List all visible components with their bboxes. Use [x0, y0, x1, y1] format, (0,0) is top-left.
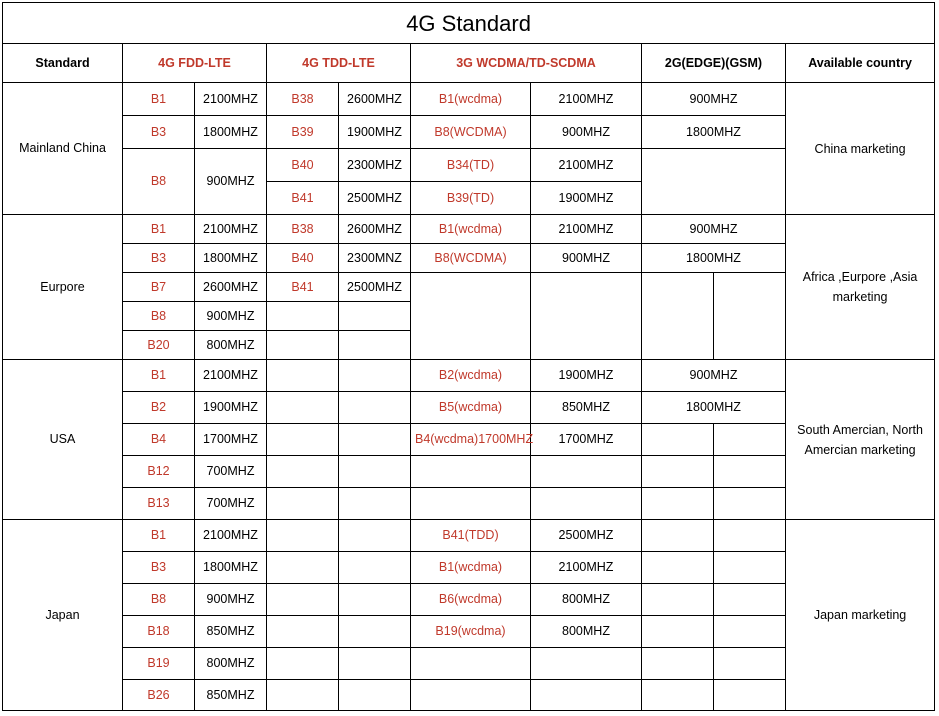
empty-cell[interactable] [411, 488, 531, 520]
fdd-band-cell[interactable]: B8 [123, 584, 195, 616]
tdd-freq-cell[interactable]: 2300MNZ [339, 244, 411, 273]
fdd-band-cell[interactable]: B2 [123, 392, 195, 424]
wcdma-band-cell[interactable]: B1(wcdma) [411, 215, 531, 244]
empty-cell[interactable] [714, 648, 786, 680]
wcdma-band-cell[interactable]: B1(wcdma) [411, 83, 531, 116]
fdd-band-cell[interactable]: B1 [123, 83, 195, 116]
wcdma-band-cell[interactable]: B19(wcdma) [411, 616, 531, 648]
wcdma-band-cell[interactable]: B5(wcdma) [411, 392, 531, 424]
tdd-band-cell[interactable]: B40 [267, 149, 339, 182]
region-japan[interactable]: Japan [3, 520, 123, 711]
fdd-freq-cell[interactable]: 1800MHZ [195, 244, 267, 273]
table-title[interactable]: 4G Standard [3, 3, 935, 44]
gsm-freq-cell[interactable]: 900MHZ [642, 83, 786, 116]
fdd-freq-cell[interactable]: 700MHZ [195, 456, 267, 488]
fdd-freq-cell[interactable]: 700MHZ [195, 488, 267, 520]
empty-cell[interactable] [714, 680, 786, 711]
country-japan[interactable]: Japan marketing [786, 520, 935, 711]
empty-cell[interactable] [267, 456, 339, 488]
header-country[interactable]: Available country [786, 44, 935, 83]
wcdma-freq-cell[interactable]: 1900MHZ [531, 360, 642, 392]
empty-cell[interactable] [642, 680, 714, 711]
wcdma-freq-cell[interactable]: 900MHZ [531, 116, 642, 149]
fdd-band-cell[interactable]: B13 [123, 488, 195, 520]
gsm-freq-cell[interactable]: 900MHZ [642, 360, 786, 392]
table-row [3, 83, 935, 116]
empty-cell[interactable] [339, 456, 411, 488]
fdd-freq-cell[interactable]: 850MHZ [195, 680, 267, 711]
tdd-freq-cell[interactable]: 1900MHZ [339, 116, 411, 149]
wcdma-band-cell[interactable]: B39(TD) [411, 182, 531, 215]
empty-cell[interactable] [411, 456, 531, 488]
fdd-freq-cell[interactable]: 900MHZ [195, 584, 267, 616]
fdd-band-cell[interactable]: B3 [123, 116, 195, 149]
empty-cell[interactable] [267, 648, 339, 680]
wcdma-freq-cell[interactable]: 2100MHZ [531, 215, 642, 244]
empty-cell[interactable] [642, 616, 714, 648]
wcdma-freq-cell[interactable]: 2100MHZ [531, 552, 642, 584]
wcdma-freq-cell[interactable]: 800MHZ [531, 584, 642, 616]
fdd-freq-cell[interactable]: 2100MHZ [195, 360, 267, 392]
wcdma-band-cell[interactable]: B8(WCDMA) [411, 244, 531, 273]
region-usa[interactable]: USA [3, 360, 123, 520]
empty-cell[interactable] [642, 456, 714, 488]
empty-cell[interactable] [714, 488, 786, 520]
empty-cell[interactable] [411, 648, 531, 680]
empty-cell[interactable] [642, 149, 786, 215]
fdd-band-cell[interactable]: B1 [123, 520, 195, 552]
fdd-freq-cell[interactable]: 1800MHZ [195, 116, 267, 149]
fdd-freq-cell[interactable]: 2100MHZ [195, 215, 267, 244]
fdd-freq-cell[interactable]: 900MHZ [195, 302, 267, 331]
fdd-freq-cell[interactable]: 2100MHZ [195, 83, 267, 116]
fdd-band-cell[interactable]: B8 [123, 149, 195, 215]
wcdma-band-cell[interactable]: B4(wcdma)1700MHZ [411, 424, 531, 456]
table-row [3, 360, 935, 392]
empty-cell[interactable] [339, 392, 411, 424]
fdd-band-cell[interactable]: B8 [123, 302, 195, 331]
empty-cell[interactable] [714, 456, 786, 488]
country-africa-europe-asia[interactable]: Africa ,Eurpore ,Asia marketing [786, 215, 935, 360]
header-wcdma[interactable]: 3G WCDMA/TD-SCDMA [411, 44, 642, 83]
empty-cell[interactable] [267, 680, 339, 711]
wcdma-band-cell[interactable]: B1(wcdma) [411, 552, 531, 584]
tdd-freq-cell[interactable]: 2500MHZ [339, 273, 411, 302]
tdd-band-cell[interactable]: B39 [267, 116, 339, 149]
empty-cell[interactable] [339, 680, 411, 711]
empty-cell[interactable] [531, 488, 642, 520]
empty-cell[interactable] [267, 616, 339, 648]
empty-cell[interactable] [411, 680, 531, 711]
empty-cell[interactable] [714, 424, 786, 456]
empty-cell[interactable] [714, 520, 786, 552]
empty-cell[interactable] [339, 331, 411, 360]
fdd-band-cell[interactable]: B26 [123, 680, 195, 711]
wcdma-freq-cell[interactable]: 2100MHZ [531, 83, 642, 116]
wcdma-band-cell[interactable]: B8(WCDMA) [411, 116, 531, 149]
wcdma-band-cell[interactable]: B41(TDD) [411, 520, 531, 552]
empty-cell[interactable] [267, 520, 339, 552]
fdd-freq-cell[interactable]: 1800MHZ [195, 552, 267, 584]
empty-cell[interactable] [339, 520, 411, 552]
empty-cell[interactable] [714, 552, 786, 584]
title-row [3, 3, 935, 44]
wcdma-freq-cell[interactable]: 2100MHZ [531, 149, 642, 182]
wcdma-freq-cell[interactable]: 1700MHZ [531, 424, 642, 456]
country-china[interactable]: China marketing [786, 83, 935, 215]
fdd-band-cell[interactable]: B18 [123, 616, 195, 648]
gsm-freq-cell[interactable]: 1800MHZ [642, 116, 786, 149]
tdd-freq-cell[interactable]: 2600MHZ [339, 83, 411, 116]
wcdma-freq-cell[interactable]: 900MHZ [531, 244, 642, 273]
empty-cell[interactable] [339, 424, 411, 456]
wcdma-band-cell[interactable]: B34(TD) [411, 149, 531, 182]
empty-cell[interactable] [531, 456, 642, 488]
fdd-freq-cell[interactable]: 800MHZ [195, 648, 267, 680]
country-americas[interactable]: South Amercian, North Amercian marketing [786, 360, 935, 520]
fdd-freq-cell[interactable]: 800MHZ [195, 331, 267, 360]
header-tdd-lte[interactable]: 4G TDD-LTE [267, 44, 411, 83]
fdd-freq-cell[interactable]: 900MHZ [195, 149, 267, 215]
fdd-freq-cell[interactable]: 850MHZ [195, 616, 267, 648]
empty-cell[interactable] [339, 488, 411, 520]
empty-cell[interactable] [267, 584, 339, 616]
empty-cell[interactable] [642, 424, 714, 456]
empty-cell[interactable] [267, 331, 339, 360]
fdd-band-cell[interactable]: B3 [123, 244, 195, 273]
gsm-freq-cell[interactable]: 1800MHZ [642, 392, 786, 424]
region-europe[interactable]: Eurpore [3, 215, 123, 360]
empty-cell[interactable] [267, 392, 339, 424]
fdd-freq-cell[interactable]: 1900MHZ [195, 392, 267, 424]
tdd-freq-cell[interactable]: 2300MHZ [339, 149, 411, 182]
tdd-band-cell[interactable]: B40 [267, 244, 339, 273]
empty-cell[interactable] [339, 584, 411, 616]
empty-cell[interactable] [714, 584, 786, 616]
tdd-band-cell[interactable]: B38 [267, 215, 339, 244]
empty-cell[interactable] [339, 552, 411, 584]
tdd-band-cell[interactable]: B38 [267, 83, 339, 116]
wcdma-freq-cell[interactable]: 2500MHZ [531, 520, 642, 552]
empty-cell[interactable] [531, 273, 642, 360]
fdd-freq-cell[interactable]: 2100MHZ [195, 520, 267, 552]
wcdma-freq-cell[interactable]: 800MHZ [531, 616, 642, 648]
empty-cell[interactable] [339, 616, 411, 648]
standards-table [2, 2, 935, 711]
empty-cell[interactable] [642, 552, 714, 584]
empty-cell[interactable] [714, 273, 786, 360]
empty-cell[interactable] [642, 273, 714, 360]
empty-cell[interactable] [714, 616, 786, 648]
wcdma-band-cell[interactable]: B2(wcdma) [411, 360, 531, 392]
empty-cell[interactable] [531, 648, 642, 680]
empty-cell[interactable] [642, 648, 714, 680]
fdd-freq-cell[interactable]: 2600MHZ [195, 273, 267, 302]
header-gsm[interactable]: 2G(EDGE)(GSM) [642, 44, 786, 83]
header-fdd-lte[interactable]: 4G FDD-LTE [123, 44, 267, 83]
fdd-freq-cell[interactable]: 1700MHZ [195, 424, 267, 456]
empty-cell[interactable] [267, 488, 339, 520]
empty-cell[interactable] [267, 302, 339, 331]
empty-cell[interactable] [642, 488, 714, 520]
empty-cell[interactable] [339, 360, 411, 392]
fdd-band-cell[interactable]: B7 [123, 273, 195, 302]
fdd-band-cell[interactable]: B1 [123, 215, 195, 244]
table-row [3, 215, 935, 244]
fdd-band-cell[interactable]: B12 [123, 456, 195, 488]
fdd-band-cell[interactable]: B3 [123, 552, 195, 584]
fdd-band-cell[interactable]: B20 [123, 331, 195, 360]
fdd-band-cell[interactable]: B4 [123, 424, 195, 456]
header-row [3, 44, 935, 83]
wcdma-band-cell[interactable]: B6(wcdma) [411, 584, 531, 616]
wcdma-freq-cell[interactable]: 1900MHZ [531, 182, 642, 215]
region-mainland-china[interactable]: Mainland China [3, 83, 123, 215]
empty-cell[interactable] [267, 360, 339, 392]
empty-cell[interactable] [531, 680, 642, 711]
gsm-freq-cell[interactable]: 1800MHZ [642, 244, 786, 273]
empty-cell[interactable] [642, 584, 714, 616]
fdd-band-cell[interactable]: B1 [123, 360, 195, 392]
empty-cell[interactable] [339, 302, 411, 331]
empty-cell[interactable] [267, 552, 339, 584]
empty-cell[interactable] [267, 424, 339, 456]
empty-cell[interactable] [339, 648, 411, 680]
tdd-band-cell[interactable]: B41 [267, 182, 339, 215]
header-standard[interactable]: Standard [3, 44, 123, 83]
empty-cell[interactable] [411, 273, 531, 360]
tdd-freq-cell[interactable]: 2600MHZ [339, 215, 411, 244]
tdd-band-cell[interactable]: B41 [267, 273, 339, 302]
fdd-band-cell[interactable]: B19 [123, 648, 195, 680]
wcdma-freq-cell[interactable]: 850MHZ [531, 392, 642, 424]
tdd-freq-cell[interactable]: 2500MHZ [339, 182, 411, 215]
table-row [3, 520, 935, 552]
empty-cell[interactable] [642, 520, 714, 552]
gsm-freq-cell[interactable]: 900MHZ [642, 215, 786, 244]
